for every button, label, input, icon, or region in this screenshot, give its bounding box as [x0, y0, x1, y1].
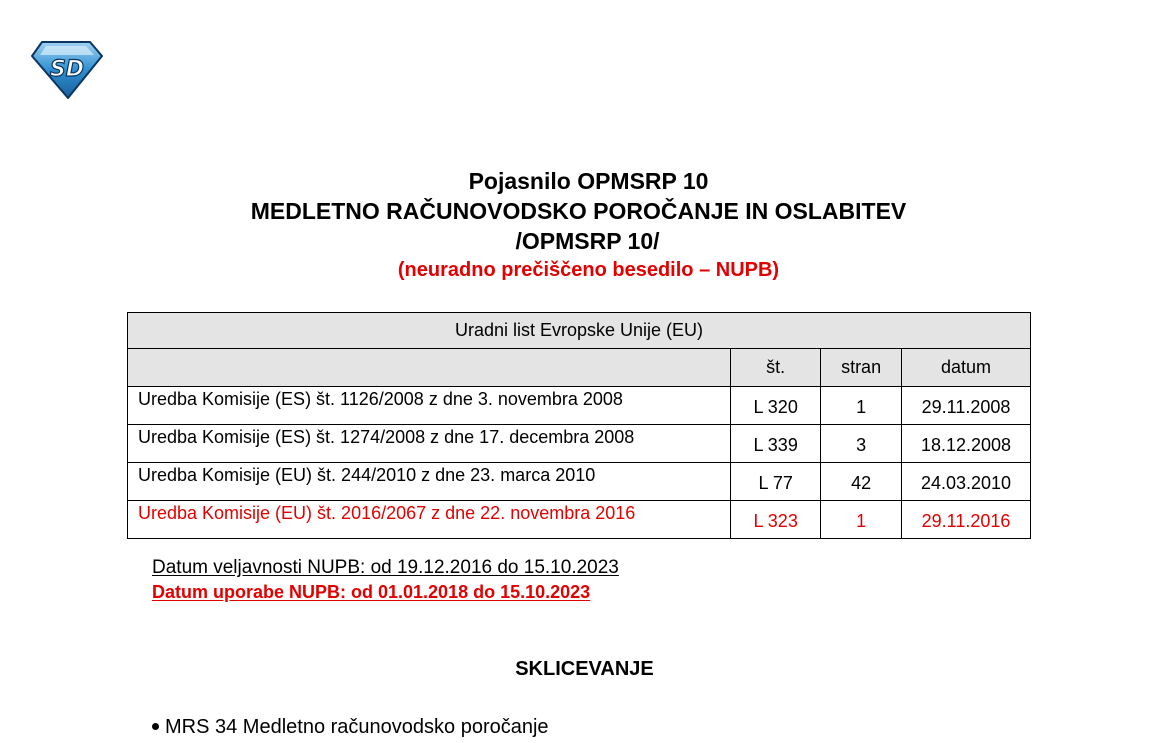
sd-logo: [30, 40, 104, 100]
title-line-2: MEDLETNO RAČUNOVODSKO POROČANJE IN OSLABITEV: [250, 198, 907, 224]
row-desc: Uredba Komisije (ES) št. 1126/2008 z dne 3. novembra 2008: [128, 387, 731, 425]
official-journal-table: [127, 312, 1031, 539]
column-blank: [128, 349, 731, 387]
bullet-icon: [152, 723, 159, 730]
table-columns-row: [128, 349, 1031, 387]
table-row: [128, 463, 1031, 501]
table-header: Uradni list Evropske Unije (EU): [128, 313, 1031, 349]
document-title: [0, 166, 1157, 284]
row-stran: 1: [821, 387, 902, 425]
table-row-amended: [128, 501, 1031, 539]
table-row: [128, 425, 1031, 463]
row-desc: Uredba Komisije (EU) št. 2016/2067 z dne 22. novembra 2016: [128, 501, 731, 539]
column-datum: datum: [902, 349, 1031, 387]
row-stran: 3: [821, 425, 902, 463]
row-desc: Uredba Komisije (ES) št. 1274/2008 z dne 17. decembra 2008: [128, 425, 731, 463]
list-item-text: MRS 34 Medletno računovodsko poročanje: [165, 716, 549, 738]
row-st: L 339: [731, 425, 821, 463]
list-item: [152, 714, 549, 740]
application-date: Datum uporabe NUPB: od 01.01.2018 do 15.10.2023: [152, 582, 591, 602]
section-title: SKLICEVANJE: [515, 658, 654, 680]
row-stran: 42: [821, 463, 902, 501]
row-st: L 77: [731, 463, 821, 501]
table-row: [128, 387, 1031, 425]
title-line-3: /OPMSRP 10/: [515, 228, 660, 254]
row-datum: 18.12.2008: [902, 425, 1031, 463]
row-datum: 29.11.2016: [902, 501, 1031, 539]
logo-text: SD: [49, 57, 85, 82]
column-stran: stran: [821, 349, 902, 387]
row-datum: 24.03.2010: [902, 463, 1031, 501]
validity-date: Datum veljavnosti NUPB: od 19.12.2016 do 15.10.2023: [152, 557, 619, 578]
row-stran: 1: [821, 501, 902, 539]
row-st: L 323: [731, 501, 821, 539]
row-datum: 29.11.2008: [902, 387, 1031, 425]
row-desc: Uredba Komisije (EU) št. 244/2010 z dne 23. marca 2010: [128, 463, 731, 501]
title-subtitle: (neuradno prečiščeno besedilo – NUPB): [397, 259, 780, 281]
validity-dates: [152, 556, 619, 604]
table-header-row: [128, 313, 1031, 349]
title-line-1: Pojasnilo OPMSRP 10: [468, 168, 709, 194]
column-st: št.: [731, 349, 821, 387]
row-st: L 320: [731, 387, 821, 425]
